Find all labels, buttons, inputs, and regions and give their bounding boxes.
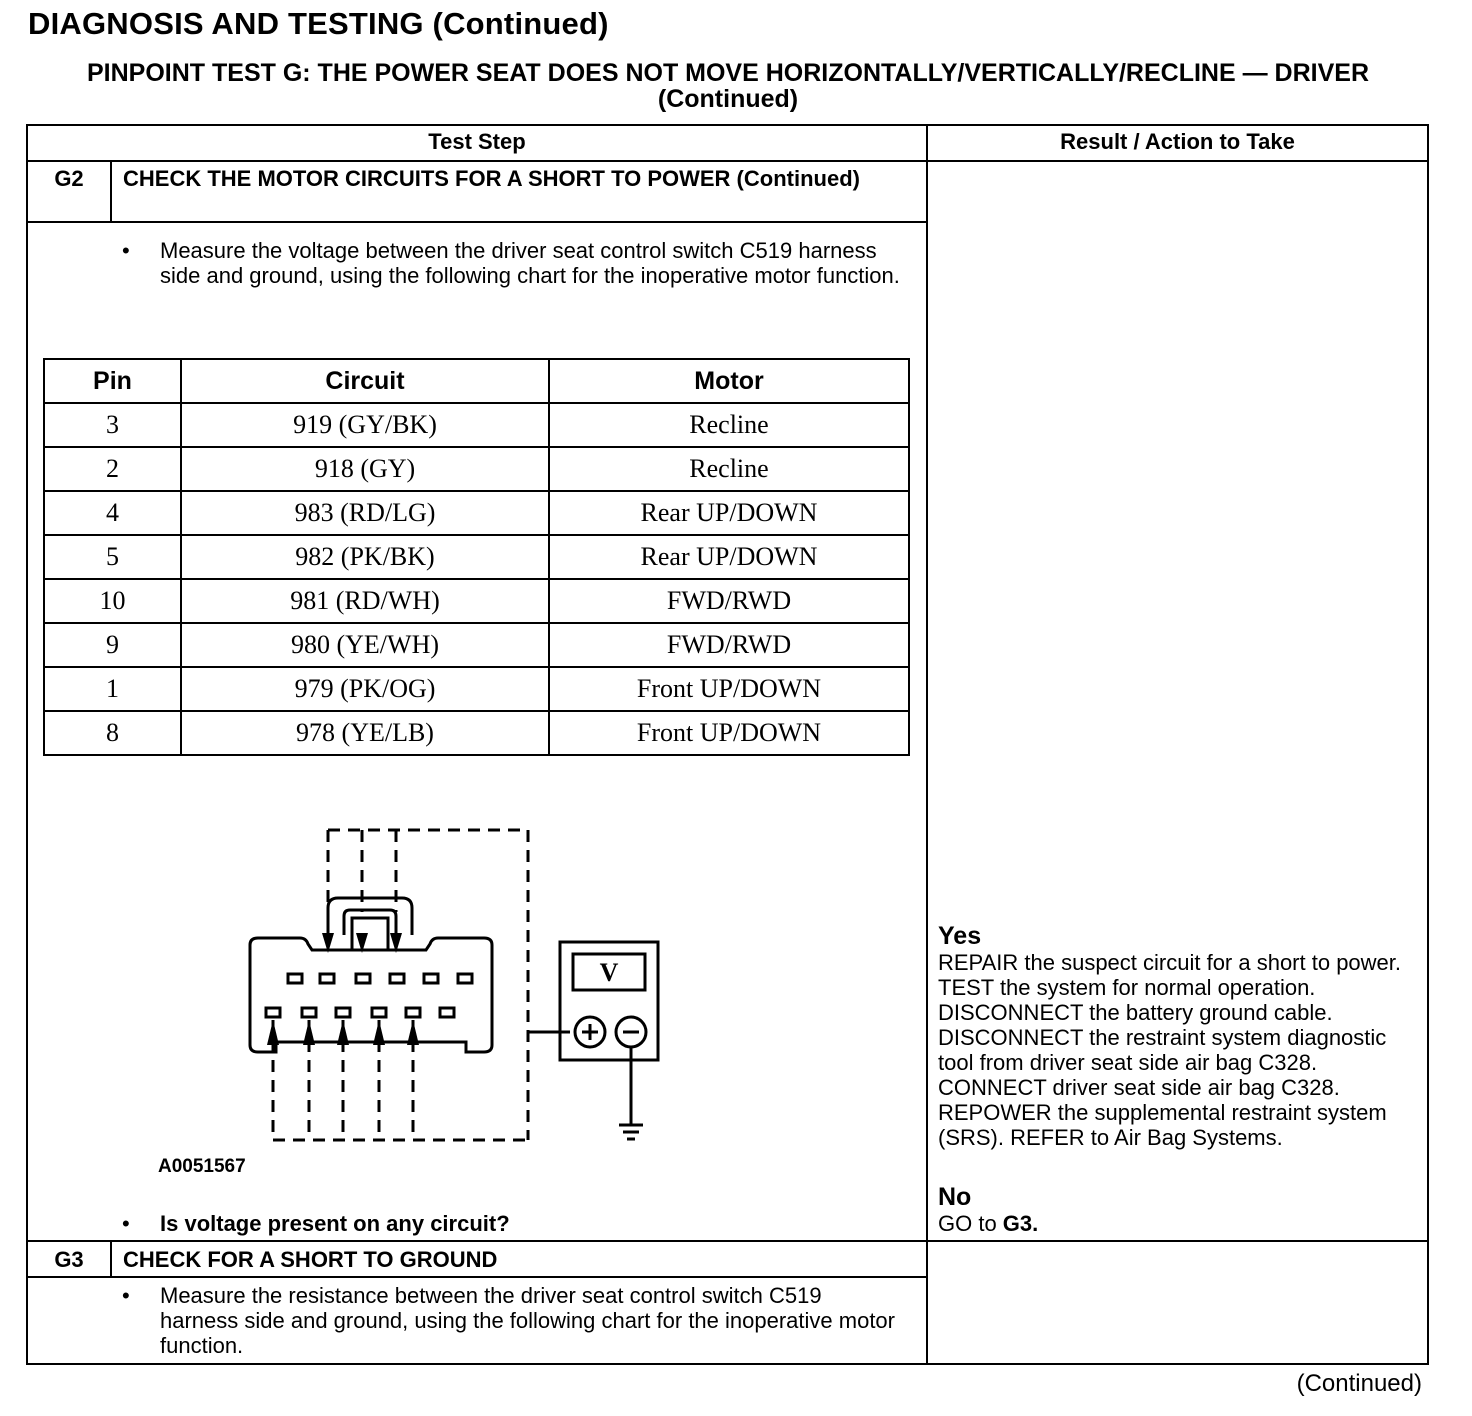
page-title: DIAGNOSIS AND TESTING (Continued): [28, 6, 609, 41]
voltmeter-symbol: V: [599, 958, 619, 987]
g2-step-id: G2: [54, 166, 84, 191]
motor-column-header: Motor: [549, 359, 909, 403]
pin-circuit-motor-table: [43, 358, 910, 756]
motor-cell: Rear UP/DOWN: [549, 535, 909, 579]
pin-cell: 10: [44, 579, 181, 623]
figure-id: A0051567: [158, 1156, 246, 1177]
header-divider: [26, 160, 1429, 162]
circuit-cell: 983 (RD/LG): [181, 491, 549, 535]
motor-cell: FWD/RWD: [549, 623, 909, 667]
pin-cell: 2: [44, 447, 181, 491]
g2-step-title: CHECK THE MOTOR CIRCUITS FOR A SHORT TO POWER (Continued): [123, 166, 860, 191]
circuit-cell: 978 (YE/LB): [181, 711, 549, 755]
table-row: [44, 579, 909, 623]
circuit-column-header: Circuit: [181, 359, 549, 403]
motor-cell: Front UP/DOWN: [549, 667, 909, 711]
circuit-cell: 982 (PK/BK): [181, 535, 549, 579]
g3-id-divider: [110, 1240, 112, 1277]
table-row: [44, 447, 909, 491]
pin-cell: 9: [44, 623, 181, 667]
motor-cell: Recline: [549, 447, 909, 491]
page-subtitle: PINPOINT TEST G: THE POWER SEAT DOES NOT MOVE HORIZONTALLY/VERTICALLY/RECLINE — DRIVER (Continued): [86, 59, 1370, 113]
pin-cell: 4: [44, 491, 181, 535]
pin-cell: 8: [44, 711, 181, 755]
header-result-action: Result / Action to Take: [1060, 129, 1295, 154]
no-action-prefix: GO to: [938, 1211, 1003, 1236]
column-divider: [926, 124, 928, 1365]
header-test-step: Test Step: [428, 129, 526, 154]
circuit-cell: 979 (PK/OG): [181, 667, 549, 711]
table-row: [44, 403, 909, 447]
motor-cell: Rear UP/DOWN: [549, 491, 909, 535]
g2-instruction: Measure the voltage between the driver seat control switch C519 harness side and ground, using the following chart for the inoperative motor function.: [160, 238, 900, 288]
circuit-cell: 919 (GY/BK): [181, 403, 549, 447]
connector-voltmeter-diagram: [240, 820, 680, 1150]
table-row: [44, 667, 909, 711]
circuit-cell: 918 (GY): [181, 447, 549, 491]
pin-cell: 1: [44, 667, 181, 711]
pin-column-header: Pin: [44, 359, 181, 403]
no-label: No: [938, 1183, 972, 1211]
g3-link[interactable]: G3.: [1002, 1211, 1039, 1236]
motor-cell: FWD/RWD: [549, 579, 909, 623]
g3-bullet: •: [122, 1283, 130, 1308]
motor-cell: Front UP/DOWN: [549, 711, 909, 755]
g2-bullet: •: [122, 238, 130, 263]
circuit-cell: 981 (RD/WH): [181, 579, 549, 623]
g2-question-bullet: •: [122, 1211, 130, 1236]
yes-action-text: REPAIR the suspect circuit for a short to power. TEST the system for normal operation. DISCONNECT the battery ground cable. DISCONNECT the restraint system diagnostic tool from driver seat side air bag C328. CONNECT driver seat side air bag C328. REPOWER the supplemental restraint system (SRS). REFER to Air Bag Systems.: [938, 950, 1402, 1150]
table-row: [44, 711, 909, 755]
g3-instruction: Measure the resistance between the driver seat control switch C519 harness side and ground, using the following chart for the inoperative motor function.: [160, 1283, 895, 1358]
g3-step-id: G3: [54, 1247, 84, 1272]
pin-cell: 5: [44, 535, 181, 579]
continued-footer: (Continued): [1296, 1370, 1422, 1397]
g3-row-divider: [26, 1240, 1429, 1242]
g3-title-divider: [26, 1276, 927, 1278]
table-row: [44, 491, 909, 535]
table-row: [44, 535, 909, 579]
g2-title-divider: [26, 221, 927, 223]
pin-cell: 3: [44, 403, 181, 447]
table-row: [44, 623, 909, 667]
circuit-cell: 980 (YE/WH): [181, 623, 549, 667]
no-action-text: [938, 1211, 1418, 1236]
g2-question: Is voltage present on any circuit?: [160, 1211, 510, 1236]
g2-id-divider: [110, 160, 112, 222]
yes-label: Yes: [938, 922, 982, 950]
g3-step-title: CHECK FOR A SHORT TO GROUND: [123, 1247, 498, 1272]
motor-cell: Recline: [549, 403, 909, 447]
